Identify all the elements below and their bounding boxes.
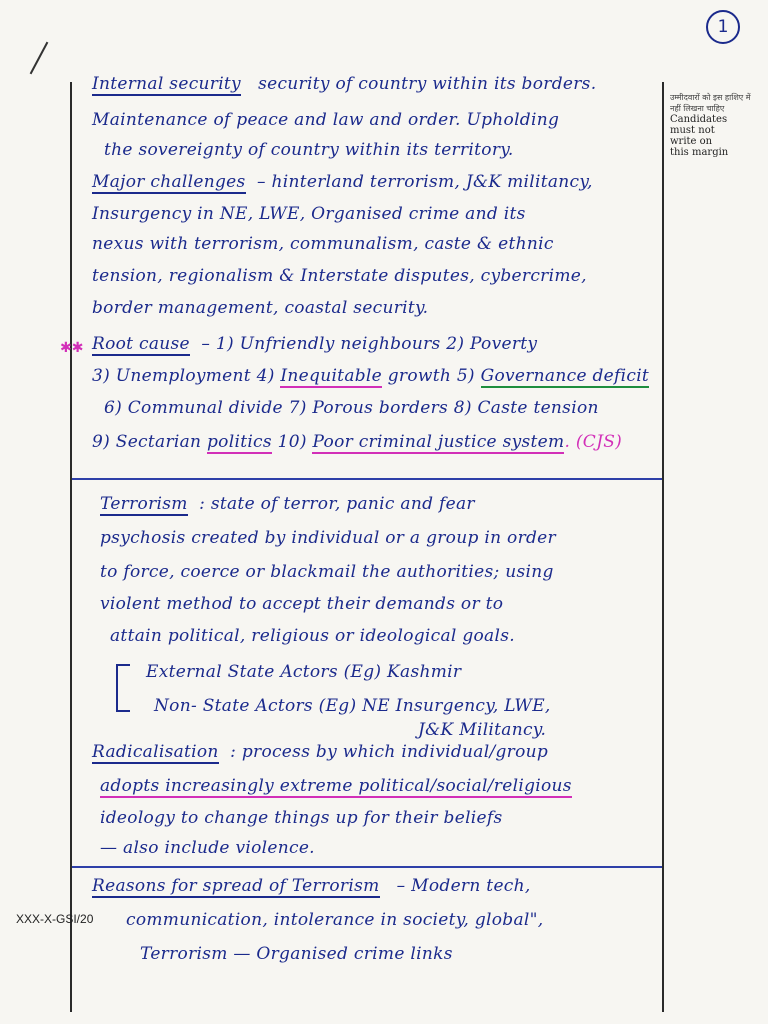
root-cause-text-4c: 10) xyxy=(271,432,313,452)
terrorism-line-3: to force, coerce or blackmail the authorities; using xyxy=(100,562,554,582)
star-mark: ✱✱ xyxy=(60,340,84,356)
major-challenges-line-5: border management, coastal security. xyxy=(92,298,429,318)
section-divider-1 xyxy=(72,478,662,480)
radicalisation-line-3: ideology to change things up for their beliefs xyxy=(100,808,503,828)
major-challenges-line-3: nexus with terrorism, communalism, caste & ethnic xyxy=(92,234,554,254)
reasons-line-3: Terrorism — Organised crime links xyxy=(140,944,453,964)
radicalisation-line-2: adopts increasingly extreme political/social/religious xyxy=(100,776,572,796)
root-cause-text-4a: 9) Sectarian xyxy=(92,432,207,452)
root-cause-line-1 xyxy=(92,334,537,354)
cjs-note: . (CJS) xyxy=(564,432,623,452)
major-challenges-line-1 xyxy=(92,172,593,192)
root-cause-line-4 xyxy=(92,432,622,452)
root-cause-text-1: – 1) Unfriendly neighbours 2) Poverty xyxy=(201,334,538,354)
root-cause-heading: Root cause xyxy=(92,334,190,354)
margin-instruction-line-1: Candidates xyxy=(670,114,728,125)
jk-militancy: J&K Militancy. xyxy=(418,720,547,740)
terrorism-line-2: psychosis created by individual or a group in order xyxy=(100,528,556,548)
internal-security-line-1 xyxy=(92,74,596,94)
actors-bracket xyxy=(116,664,130,712)
radicalisation-text-1: : process by which individual/group xyxy=(230,742,549,762)
governance-deficit-highlight: Governance deficit xyxy=(480,366,650,386)
major-challenges-heading: Major challenges xyxy=(92,172,246,192)
right-margin-line xyxy=(662,82,664,1012)
reasons-line-2: communication, intolerance in society, global", xyxy=(126,910,544,930)
reasons-text-1: – Modern tech, xyxy=(396,876,531,896)
radicalisation-line-4: — also include violence. xyxy=(100,838,315,858)
root-cause-line-3: 6) Communal divide 7) Porous borders 8) Caste tension xyxy=(104,398,599,418)
terrorism-line-4: violent method to accept their demands or to xyxy=(100,594,504,614)
footer-code: XXX-X-GSI/20 xyxy=(16,912,94,926)
terrorism-heading: Terrorism xyxy=(100,494,188,514)
page-number: 1 xyxy=(706,10,740,44)
major-challenges-line-2: Insurgency in NE, LWE, Organised crime and its xyxy=(92,204,526,224)
left-margin-line xyxy=(70,82,72,1012)
terrorism-line-5: attain political, religious or ideological goals. xyxy=(110,626,515,646)
radicalisation-heading: Radicalisation xyxy=(92,742,219,762)
non-state-actors: Non- State Actors (Eg) NE Insurgency, LWE, xyxy=(154,696,551,716)
internal-security-heading: Internal security xyxy=(92,74,241,94)
section-divider-2 xyxy=(72,866,662,868)
root-cause-text-2a: 3) Unemployment 4) xyxy=(92,366,281,386)
terrorism-line-1 xyxy=(100,494,475,514)
major-challenges-line-4: tension, regionalism & Interstate disputes, cybercrime, xyxy=(92,266,587,286)
external-state-actors: External State Actors (Eg) Kashmir xyxy=(146,662,462,682)
politics-highlight: politics xyxy=(207,432,272,452)
internal-security-text-1: security of country within its borders. xyxy=(258,74,597,94)
margin-instruction-line-3: write on xyxy=(670,136,713,147)
pen-mark xyxy=(30,42,49,75)
criminal-justice-highlight: Poor criminal justice system xyxy=(312,432,565,452)
terrorism-text-1: : state of terror, panic and fear xyxy=(199,494,475,514)
root-cause-line-2 xyxy=(92,366,649,386)
major-challenges-text-1: – hinterland terrorism, J&K militancy, xyxy=(256,172,593,192)
reasons-heading: Reasons for spread of Terrorism xyxy=(92,876,380,896)
margin-instruction-line-2: must not xyxy=(670,125,715,136)
margin-instruction-line-4: this margin xyxy=(670,147,729,158)
internal-security-line-2: Maintenance of peace and law and order. Upholding xyxy=(92,110,560,130)
margin-instruction-hindi: उम्मीदवारों को इस हाशिए में नहीं लिखना चाहिए xyxy=(670,93,751,113)
inequitable-highlight: Inequitable xyxy=(280,366,383,386)
root-cause-text-2c: growth 5) xyxy=(382,366,481,386)
internal-security-line-3: the sovereignty of country within its territory. xyxy=(104,140,514,160)
reasons-line-1 xyxy=(92,876,531,896)
margin-instruction xyxy=(670,92,760,158)
radicalisation-line-1 xyxy=(92,742,548,762)
